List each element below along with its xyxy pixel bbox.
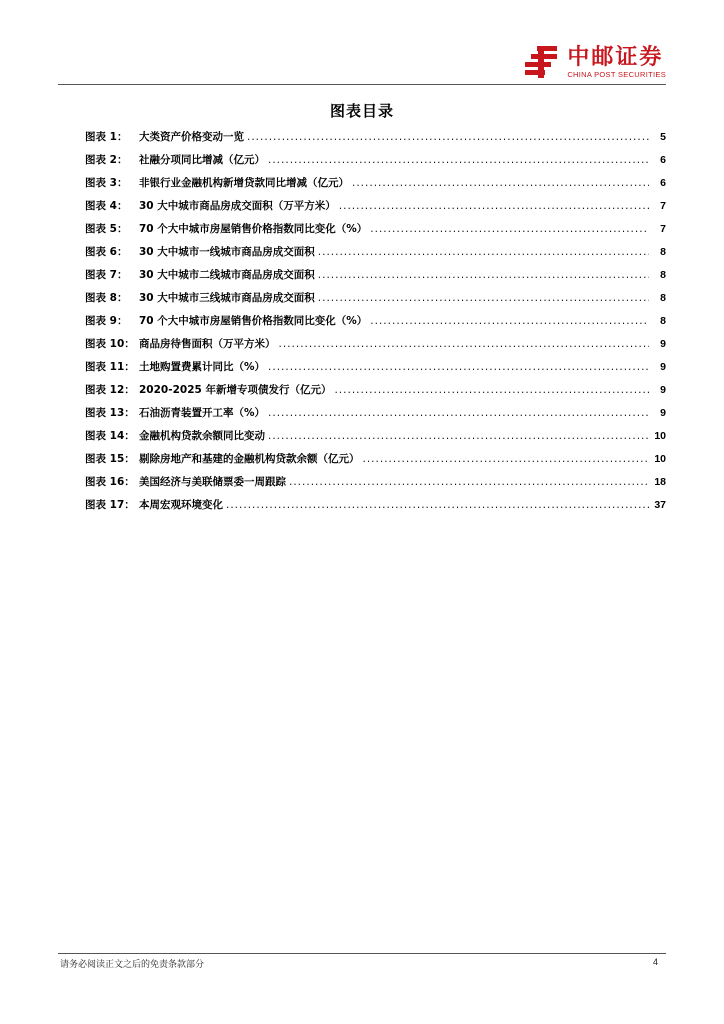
toc-entry[interactable] [85,221,666,244]
toc-entry[interactable] [85,428,666,451]
toc-entry-label: 图表 9： [85,315,128,327]
toc-leader-dots [318,246,649,258]
toc-entry-label: 图表 6： [85,246,128,258]
toc-entry[interactable] [85,290,666,313]
toc-entry[interactable] [85,198,666,221]
toc-entry-page: 18 [654,476,666,488]
toc-entry-page: 6 [660,177,666,189]
toc-entry-page: 37 [654,499,666,511]
toc-entry-label: 图表 12： [85,384,135,396]
toc-entry-title: 30 大中城市一线城市商品房成交面积 [139,246,315,258]
logo-chinese-name: 中邮证券 [567,44,664,70]
toc-leader-dots [334,384,649,396]
toc-entry-title: 剔除房地产和基建的金融机构贷款余额（亿元） [139,453,360,465]
toc-entry-title: 30 大中城市商品房成交面积（万平方米） [139,200,336,212]
toc-entry[interactable] [85,313,666,336]
toc-entry[interactable] [85,244,666,267]
toc-entry-page: 9 [660,407,666,419]
toc-entry-title: 社融分项同比增减（亿元） [139,154,265,166]
toc-entry[interactable] [85,405,666,428]
toc-entry[interactable] [85,382,666,405]
toc-entry-title: 土地购置费累计同比（%） [139,361,266,373]
toc-entry-page: 7 [660,223,666,235]
toc-leader-dots [318,269,649,281]
toc-entry-title: 大类资产价格变动一览 [139,131,244,143]
toc-entry-title: 30 大中城市二线城市商品房成交面积 [139,269,315,281]
toc-entry-page: 10 [654,453,666,465]
toc-leader-dots [268,430,649,442]
toc-entry-title: 70 个大中城市房屋销售价格指数同比变化（%） [139,315,368,327]
toc-entry-label: 图表 10： [85,338,135,350]
toc-entry-label: 图表 3： [85,177,128,189]
logo-english-name: CHINA POST SECURITIES [567,69,666,79]
toc-entry-title: 本周宏观环境变化 [139,499,223,511]
toc-entry[interactable] [85,336,666,359]
toc-entry-title: 30 大中城市三线城市商品房成交面积 [139,292,315,304]
company-logo [521,44,666,80]
toc-entry[interactable] [85,359,666,382]
toc-entry-title: 商品房待售面积（万平方米） [139,338,276,350]
toc-entry-label: 图表 8： [85,292,128,304]
toc-leader-dots [268,407,649,419]
toc-entry-page: 9 [660,384,666,396]
toc-leader-dots [318,292,649,304]
table-of-figures [85,129,666,520]
footer-page-number: 4 [652,957,658,967]
toc-entry-page: 6 [660,154,666,166]
toc-leader-dots [226,499,649,511]
toc-entry[interactable] [85,267,666,290]
toc-entry-title: 石油沥青装置开工率（%） [139,407,266,419]
toc-entry-label: 图表 1： [85,131,128,143]
toc-leader-dots [268,154,649,166]
toc-entry-page: 10 [654,430,666,442]
toc-entry-label: 图表 2： [85,154,128,166]
toc-leader-dots [247,131,649,143]
toc-entry-page: 8 [660,246,666,258]
toc-entry-label: 图表 7： [85,269,128,281]
footer-divider [58,953,666,954]
toc-entry-label: 图表 17： [85,499,135,511]
china-post-logo-icon [521,44,561,80]
toc-entry-title: 非银行业金融机构新增贷款同比增减（亿元） [139,177,349,189]
toc-entry-label: 图表 15： [85,453,135,465]
toc-leader-dots [352,177,649,189]
toc-entry-label: 图表 16： [85,476,135,488]
toc-leader-dots [363,453,650,465]
toc-entry-label: 图表 13： [85,407,135,419]
page-title: 图表目录 [329,102,394,120]
footer-disclaimer: 请务必阅读正文之后的免责条款部分 [60,960,205,970]
toc-entry[interactable] [85,497,666,520]
toc-entry-page: 8 [660,315,666,327]
toc-entry-page: 9 [660,338,666,350]
toc-entry-title: 70 个大中城市房屋销售价格指数同比变化（%） [139,223,368,235]
toc-entry-title: 2020-2025 年新增专项债发行（亿元） [139,384,332,396]
toc-entry[interactable] [85,129,666,152]
toc-entry[interactable] [85,175,666,198]
toc-entry-label: 图表 4： [85,200,128,212]
toc-leader-dots [289,476,649,488]
toc-leader-dots [279,338,650,350]
toc-entry[interactable] [85,474,666,497]
toc-leader-dots [339,200,649,212]
toc-entry-page: 8 [660,269,666,281]
toc-leader-dots [268,361,649,373]
toc-entry-page: 8 [660,292,666,304]
toc-entry-label: 图表 11： [85,361,135,373]
toc-leader-dots [370,223,649,235]
toc-entry-page: 9 [660,361,666,373]
toc-entry-label: 图表 5： [85,223,128,235]
toc-entry-title: 美国经济与美联储票委一周跟踪 [139,476,286,488]
toc-entry-title: 金融机构贷款余额同比变动 [139,430,265,442]
toc-entry-page: 7 [660,200,666,212]
toc-entry[interactable] [85,451,666,474]
toc-entry-label: 图表 14： [85,430,135,442]
header-divider [58,84,666,85]
toc-entry-page: 5 [660,131,666,143]
toc-leader-dots [370,315,649,327]
toc-entry[interactable] [85,152,666,175]
